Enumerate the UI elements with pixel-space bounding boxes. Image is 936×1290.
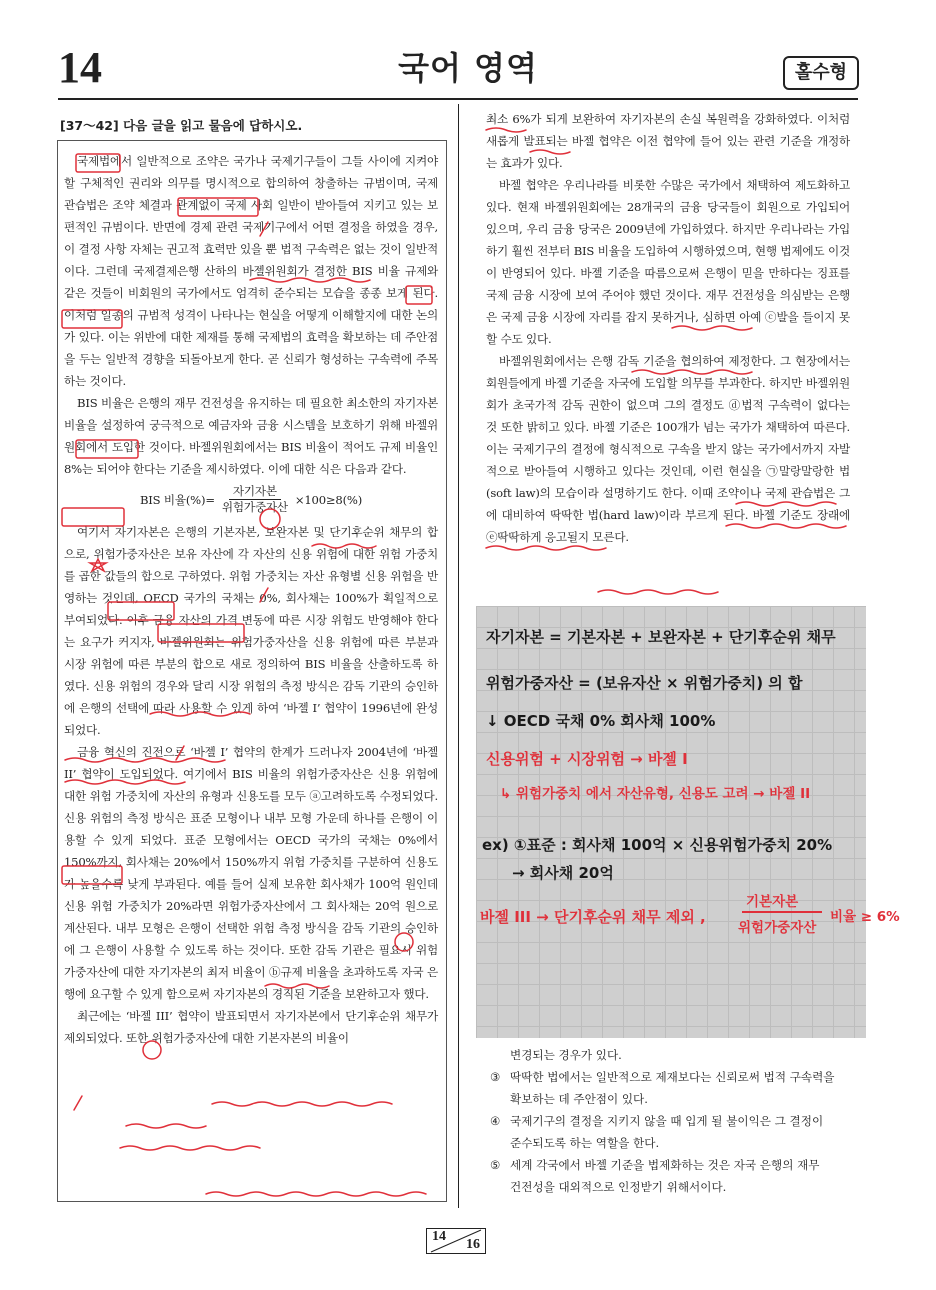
page-number: 14 xyxy=(58,43,102,92)
choice-3[interactable] xyxy=(490,1066,860,1110)
footer-current-page: 14 xyxy=(432,1229,446,1244)
note-line: 비율 ≥ 6% xyxy=(830,909,900,925)
formula-left: BIS 비율(%)= xyxy=(139,492,215,507)
footer-total-pages: 16 xyxy=(466,1237,480,1252)
paragraph: 바젤 협약은 우리나라를 비롯한 수많은 국가에서 채택하여 제도화하고 있다. 현재 바젤위원회에는 28개국의 금융 당국들이 회원으로 가입되어 있으며, 우리 금융 당국은 2009년에 가입하였다. 하지만 우리나라는 가입하기 훨씬 전부터 BIS 비율을 도입하여 시행하였으며, 현행 법제에도 이것이 반영되어 있다. 바젤 기준을 따름으로써 은행이 믿을 만하다는 징표를 국제 금융 시장에 보여 주어야 했던 것이다. 재무 건전성을 의심받는 은행은 국제 금융 시장에 자리를 잡지 못하거나, 심하면 아예 ⓒ발을 들이지 못할 수도 있다. xyxy=(486,178,850,346)
formula-numerator: 자기자본 xyxy=(229,484,281,500)
bis-formula xyxy=(64,484,438,515)
choice-mark: ⑤ xyxy=(490,1158,501,1172)
formula-right: ×100≥8(%) xyxy=(294,492,363,507)
note-fraction-denominator: 위험가중자산 xyxy=(738,920,817,936)
choice-mark: ③ xyxy=(490,1070,501,1084)
header-rule xyxy=(58,98,858,100)
note-line: ex) ①표준 : 회사채 100억 × 신용위험가중치 20% xyxy=(482,836,833,854)
choice-text: 확보하는 데 주안점이 있다. xyxy=(510,1092,648,1106)
note-fraction-bar xyxy=(742,911,822,913)
paragraph: 최근에는 ‘바젤 III’ 협약이 발표되면서 자기자본에서 단기후순위 채무가 제외되었다. 또한 위험가중자산에 대한 기본자본의 비율이 xyxy=(64,1009,438,1045)
choice-4[interactable] xyxy=(490,1110,860,1154)
paragraph: 금융 혁신의 진전으로 ‘바젤 I’ 협약의 한계가 드러나자 2004년에 ‘바젤 II’ 협약이 도입되었다. 여기에서 BIS 비율의 위험가중자산은 신용 위험에 대한 위험 가중치에 자산의 유형과 신용도를 모두 ⓐ고려하도록 수정되었다. 신용 위험의 측정 방식은 표준 모형이나 내부 모형 가운데 하나를 은행이 이용할 수 있게 되었다. 표준 모형에서는 OECD 국가의 국채는 0%에서 150%까지, 회사채는 20%에서 150%까지 위험 가중치를 구분하여 신용도가 높을수록 낮게 부과된다. 예를 들어 실제 보유한 회사채가 100억 원인데 신용 위험 가중치가 20%라면 위험가중자산에서 그 회사채는 20억 원으로 계산된다. 내부 모형은 은행이 선택한 위험 측정 방식을 감독 기관의 승인하에 그 은행이 사용할 수 있도록 하는 것이다. 또한 감독 기관은 필요시 위험가중자산에 대한 자기자본의 최저 비율이 ⓑ규제 비율을 초과하도록 자국 은행에 요구할 수 있게 함으로써 자기자본의 경직된 기준을 보완하고자 했다. xyxy=(64,745,438,1001)
paragraph: 바젤위원회에서는 은행 감독 기준을 협의하여 제정한다. 그 현장에서는 회원들에게 바젤 기준을 자국에 도입할 의무를 부과한다. 하지만 바젤위원회가 초국가적 감독 권한이 없으며 그의 결정도 ⓓ법적 구속력이 없다는 것 또한 밝히고 있다. 바젤 기준은 100개가 넘는 국가가 채택하여 따른다. 이는 국제기구의 결정에 형식적으로 구속을 받지 않는 국가에서까지 자발적으로 받아들여 시행하고 있다는 것인데, 이런 현실을 ㉠말랑말랑한 법(soft law)의 모습이라 설명하기도 한다. 이때 조약이나 국제 관습법은 그에 대비하여 딱딱한 법(hard law)이라 부르게 된다. 바젤 기준도 장래에 ⓔ딱딱하게 응고될지 모른다. xyxy=(486,354,850,544)
choice-text: 준수되도록 하는 역할을 한다. xyxy=(510,1136,660,1150)
passage-right-column xyxy=(486,108,850,548)
passage-left-column xyxy=(64,150,438,1049)
choice-mark xyxy=(490,1044,510,1066)
paragraph: 최소 6%가 되게 보완하여 자기자본의 손실 복원력을 강화하였다. 이처럼 새롭게 발표되는 바젤 협약은 이전 협약에 들어 있는 관련 기준을 개정하는 효과가 있다. xyxy=(486,112,850,170)
choice-text: 세계 각국에서 바젤 기준을 법제화하는 것은 자국 은행의 재무 xyxy=(510,1158,820,1172)
note-line: ↳ 위험가중치 에서 자산유형, 신용도 고려 → 바젤 II xyxy=(500,786,811,802)
note-line: 자기자본 = 기본자본 + 보완자본 + 단기후순위 채무 xyxy=(486,628,836,646)
paragraph: BIS 비율은 은행의 재무 건전성을 유지하는 데 필요한 최소한의 자기자본 비율을 설정하여 궁극적으로 예금자와 금융 시스템을 보호하기 위해 바젤위원회에서 도입한 것이다. 바젤위원회에서는 BIS 비율이 적어도 규제 비율인 8%는 되어야 한다는 기준을 제시하였다. 이에 대한 식은 다음과 같다. xyxy=(64,396,438,476)
choice-mark: ④ xyxy=(490,1114,501,1128)
note-fraction-numerator: 기본자본 xyxy=(746,894,799,910)
paragraph: 여기서 자기자본은 은행의 기본자본, 보완자본 및 단기후순위 채무의 합으로, 위험가중자산은 보유 자산에 각 자산의 신용 위험에 대한 위험 가중치를 곱한 값들의 합으로 구하였다. 위험 가중치는 자산 유형별 신용 위험을 반영하는 것인데, OECD 국가의 국채는 0%, 회사채는 100%가 획일적으로 부여되었다. 이후 금융 자산의 가격 변동에 따른 시장 위험도 반영해야 한다는 요구가 커지자, 바젤위원회는 위험가중자산을 신용 위험에 따른 부분과 시장 위험에 따른 부분의 합으로 새로 정의하여 BIS 비율을 산출하도록 하였다. 신용 위험의 경우와 달리 시장 위험의 측정 방식은 감독 기관의 승인하에 은행의 선택에 따라 사용할 수 있게 하여 ‘바젤 I’ 협약이 1996년에 완성되었다. xyxy=(64,525,438,737)
form-type-badge: 홀수형 xyxy=(783,56,859,90)
choice-continuation xyxy=(490,1044,860,1066)
page-footer xyxy=(426,1228,486,1254)
answer-choices xyxy=(490,1044,860,1198)
note-line: ↓ OECD 국채 0% 회사채 100% xyxy=(486,712,716,730)
formula-denominator: 위험가중자산 xyxy=(221,500,288,514)
note-line: 위험가중자산 = (보유자산 × 위험가중치) 의 합 xyxy=(486,674,803,692)
column-divider xyxy=(458,104,459,1208)
page-header xyxy=(0,0,936,100)
choice-text: 딱딱한 법에서는 일반적으로 제재보다는 신뢰로써 법적 구속력을 xyxy=(510,1070,835,1084)
choice-text: 국제기구의 결정을 지키지 않을 때 입게 될 불이익은 그 결정이 xyxy=(510,1114,824,1128)
question-instruction: [37～42] 다음 글을 읽고 물음에 답하시오. xyxy=(60,118,303,133)
choice-5[interactable] xyxy=(490,1154,860,1198)
note-line: 신용위험 + 시장위험 → 바젤 I xyxy=(486,750,688,768)
formula-fraction xyxy=(218,484,292,515)
handwritten-note-panel xyxy=(476,606,900,1038)
note-line: 바젤 III → 단기후순위 채무 제외 , xyxy=(480,908,706,926)
paragraph: 국제법에서 일반적으로 조약은 국가나 국제기구들이 그들 사이에 지켜야 할 구체적인 권리와 의무를 명시적으로 합의하여 창출하는 규범이며, 국제 관습법은 조약 체결과 관계없이 국제 사회 일반이 받아들여 지키고 있는 보편적인 규범이다. 반면에 경제 관련 국제기구에서 어떤 결정을 하였을 경우, 이 결정 사항 자체는 권고적 효력만 있을 뿐 법적 구속력은 없는 것이 일반적이다. 그런데 국제결제은행 산하의 바젤위원회가 결정한 BIS 비율 규제와 같은 것들이 비회원의 국가에서도 엄격히 준수되는 모습을 종종 보게 된다. 이처럼 일종의 규범적 성격이 나타나는 현실을 어떻게 이해할지에 대한 논의가 있다. 이는 위반에 대한 제재를 통해 국제법의 효력을 확보하는 데 주안점을 두는 일반적 경향을 되돌아보게 한다. 곧 신뢰가 형성하는 구속력에 주목하는 것이다. xyxy=(64,154,438,388)
choice-text: 건전성을 대외적으로 인정받기 위해서이다. xyxy=(510,1180,727,1194)
choice-text: 변경되는 경우가 있다. xyxy=(510,1048,622,1062)
subject-title: 국어 영역 xyxy=(398,49,538,87)
note-line: → 회사채 20억 xyxy=(512,864,614,882)
wavy-underline xyxy=(598,590,718,594)
